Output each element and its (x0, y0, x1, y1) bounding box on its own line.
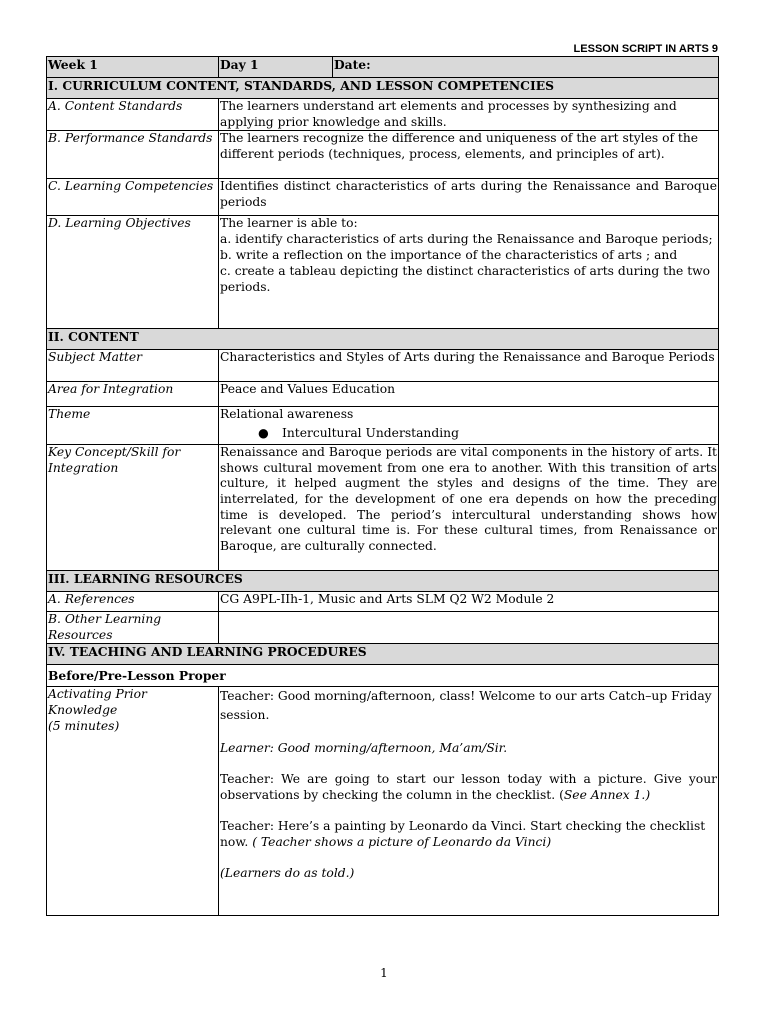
content-standards-label: A. Content Standards (47, 99, 219, 131)
date-cell: Date: (333, 57, 719, 78)
performance-standards-text: The learners recognize the difference and uniqueness of the art styles of the different periods (techniques, process, elements, and principles of art). (219, 131, 719, 179)
references-text: CG A9PL-IIh-1, Music and Arts SLM Q2 W2 Module 2 (219, 592, 719, 612)
references-row (47, 592, 719, 612)
key-concept-label: Key Concept/Skill for Integration (47, 445, 219, 571)
performance-standards-row (47, 131, 719, 179)
objective-b: b. write a reflection on the importance of the characteristics of arts ; and (220, 248, 678, 263)
bullet-icon: ● (258, 425, 269, 440)
activating-knowledge-label (47, 687, 219, 916)
learning-competencies-label: C. Learning Competencies (47, 179, 219, 216)
theme-row (47, 407, 719, 445)
lesson-script-table (46, 56, 719, 916)
theme-cell (219, 407, 719, 445)
subject-matter-row (47, 350, 719, 382)
section-2-heading: II. CONTENT (47, 329, 719, 350)
references-label: A. References (47, 592, 219, 612)
learning-objectives-label: D. Learning Objectives (47, 216, 219, 329)
page-number: 1 (380, 966, 388, 980)
section-4-heading: IV. TEACHING AND LEARNING PROCEDURES (47, 644, 719, 665)
annex-reference: See Annex 1.) (563, 788, 651, 803)
learning-objectives-cell (219, 216, 719, 329)
performance-standards-label: B. Performance Standards (47, 131, 219, 179)
objective-a: a. identify characteristics of arts during the Renaissance and Baroque periods; (220, 231, 713, 246)
section-3-heading: III. LEARNING RESOURCES (47, 571, 719, 592)
other-resources-row (47, 612, 719, 644)
content-standards-row (47, 99, 719, 131)
other-resources-label: B. Other Learning Resources (47, 612, 219, 644)
pre-lesson-row (47, 665, 719, 687)
subject-matter-text: Characteristics and Styles of Arts during the Renaissance and Baroque Periods (219, 350, 719, 382)
key-concept-row (47, 445, 719, 571)
section-3-heading-row (47, 571, 719, 592)
week-day-row (47, 57, 719, 78)
theme-bullet-item (220, 426, 717, 442)
teacher-action-note: ( Teacher shows a picture of Leonardo da Vinci) (252, 835, 552, 850)
theme-text: Relational awareness (220, 407, 354, 422)
area-integration-label: Area for Integration (47, 382, 219, 407)
section-1-heading-row (47, 78, 719, 99)
section-4-heading-row (47, 644, 719, 665)
section-1-heading: I. CURRICULUM CONTENT, STANDARDS, AND LESSON COMPETENCIES (47, 78, 719, 99)
learning-competencies-row (47, 179, 719, 216)
activating-label-line1: Activating Prior Knowledge (48, 687, 147, 717)
teacher-instruction-text: Teacher: We are going to start our lesson today with a picture. Give your observations by checking the column in the checklist. ( (220, 772, 717, 803)
content-standards-text: The learners understand art elements and processes by synthesizing and applying prior knowledge and skills. (219, 99, 719, 131)
activating-label-line2: (5 minutes) (48, 718, 120, 733)
teacher-instruction (220, 771, 717, 803)
other-resources-text (219, 612, 719, 644)
week-cell: Week 1 (47, 57, 219, 78)
learner-greeting: Learner: Good morning/afternoon, Ma’am/Sir. (220, 741, 508, 756)
section-2-heading-row (47, 329, 719, 350)
objective-c: c. create a tableau depicting the distinct characteristics of arts during the two periods. (220, 264, 711, 294)
pre-lesson-heading: Before/Pre-Lesson Proper (47, 665, 719, 687)
key-concept-text: Renaissance and Baroque periods are vital components in the history of arts. It shows cultural movement from one era to another. With this transition of arts culture, it helped augment the styles and designs of the time. They are interrelated, for the development of one era depends on how the preceding time is developed. The period’s intercultural understanding shows how relevant one cultural time is. For these cultural times, from Renaissance or Baroque, are culturally connected. (219, 445, 719, 571)
day-cell: Day 1 (219, 57, 333, 78)
activating-knowledge-row (47, 687, 719, 916)
teacher-greeting: Teacher: Good morning/afternoon, class! Welcome to our arts Catch–up Friday session. (220, 689, 712, 723)
theme-bullet-text: Intercultural Understanding (282, 425, 459, 440)
area-integration-text: Peace and Values Education (219, 382, 719, 407)
learners-action-note: (Learners do as told.) (220, 866, 355, 881)
teacher-painting-text: Teacher: Here’s a painting by Leonardo da Vinci. Start checking the checklist now. (220, 819, 706, 850)
objectives-intro: The learner is able to: (220, 216, 358, 231)
learning-competencies-text: Identifies distinct characteristics of arts during the Renaissance and Baroque periods (219, 179, 719, 216)
theme-label: Theme (47, 407, 219, 445)
teacher-painting-intro (220, 818, 717, 850)
subject-matter-label: Subject Matter (47, 350, 219, 382)
area-integration-row (47, 382, 719, 407)
document-header: LESSON SCRIPT IN ARTS 9 (573, 43, 718, 55)
activating-knowledge-cell (219, 687, 719, 916)
learning-objectives-row (47, 216, 719, 329)
